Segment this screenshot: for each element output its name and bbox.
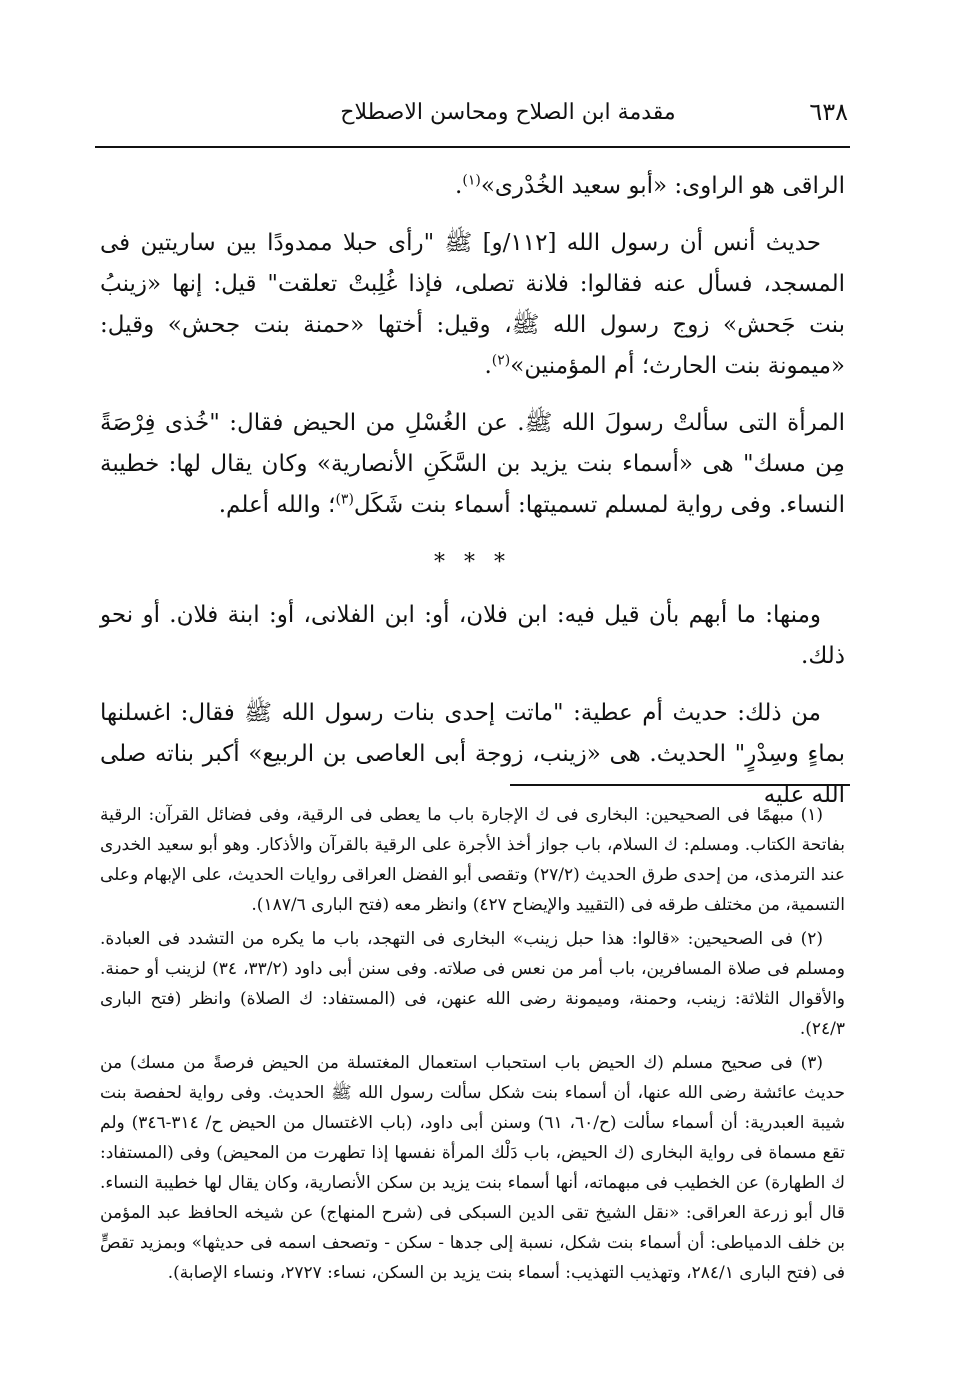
footnotes [100, 800, 845, 1292]
paragraph-raqi [100, 166, 845, 207]
footnote-3: (٣) فى صحيح مسلم (ك الحيض باب استحباب استعمال المغتسلة من الحيض فرصةً من مسك) من حديث عائشة رضى الله عنها، أن أسماء بنت شكل سألت رسول الله ﷺ الحديث. وفى رواية لحفصة بنت شيبة العبدرية: أن أسماء سألت (ح/٦٠، ٦١) وسنن أبى داود، (باب الاغتسال من الحيض ح/ ٣١٤-٣٤٦) ولم تقع مسماة فى رواية البخارى (ك الحيض، باب دَلْك المرأة نفسها إذا تطهرت من المحيض) وفى (المستفاد: ك الطهارة) عن الخطيب فى مبهماته، أنها أسماء بنت يزيد بن سكن الأنصارية، وكان يقال لها خطيبة النساء. قال أبو زرعة العراقى: «نقل الشيخ تقى الدين السبكى فى (شرح المنهاج) عن شيخه الحافظ عبد المؤمن بن خلف الدمياطى: أن أسماء بنت شكل، نسبة إلى جدها - سكن - وتصحف اسمه فى حديثها» وبمزيد تقصٍّ فى (فتح البارى ٢٨٤/١، وتهذيب التهذيب: أسماء بنت يزيد بن السكن، نساء: ٢٧٢٧، ونساء الإصابة). [100, 1053, 845, 1283]
paragraph-text: حديث أنس أن رسول الله [١١٢/و] ﷺ "رأى حبلا ممدودًا بين ساريتين فى المسجد، فسأل عنه فقالوا: فلانة تصلى، فإذا غُلِبتْ تعلقت" قيل: إنها «زينبُ بنت جَحش» زوج رسول الله ﷺ، وقيل: أختها «حمنة بنت جحش» وقيل: «ميمونة بنت الحارث؛ أم المؤمنين» [100, 230, 845, 379]
running-title: مقدمة ابن الصلاح ومحاسن الاصطلاح [340, 100, 676, 125]
page-header [95, 92, 848, 144]
paragraph-ibham-types: ومنها: ما أبهم بأن قيل فيه: ابن فلان، أو: ابن الفلانى، أو: ابنة فلان. أو نحو ذلك. [100, 602, 845, 669]
footnote-ref[interactable]: (٢) [491, 352, 511, 369]
page-number: ٦٣٨ [809, 98, 848, 126]
paragraph-tail: . [484, 353, 492, 379]
footnote-ref[interactable]: (٣) [335, 491, 354, 508]
footnote-1: (١) مبهمًا فى الصحيحين: البخارى فى ك الإجارة باب ما يعطى فى الرقية، وفى فضائل القرآن: الرقية بفاتحة الكتاب. ومسلم: ك السلام، باب جواز أخذ الأجرة على الرقية بالقرآن والأذكار. وهو أبو سعيد الخدرى عند الترمذى، من إحدى طرق الحديث (٢٧/٢) وتقصى أبو الفضل العراقى روايات الحديث، على الإبهام وعلى التسمية، من مختلف طرقه فى (التقييد والإيضاح ٤٢٧) وانظر معه (فتح البارى ١٨٧/٦). [100, 805, 845, 915]
footnote-2: (٢) فى الصحيحين: «قالوا: هذا حبل زينب» البخارى فى التهجد، باب ما يكره من التشدد فى العبادة. ومسلم فى صلاة المسافرين، باب أمر من نعس فى صلاته. وفى سنن أبى داود (٣٣/٢، ٣٤) لزينب أو حمنة. والأقوال الثلاثة: زينب، وحمنة، وميمونة رضى الله عنهن، فى (المستفاد: ك الصلاة) وانظر (فتح البارى ٢٤/٣). [100, 929, 846, 1039]
paragraph-umm-atiyya: من ذلك: حديث أم عطية: "ماتت إحدى بنات رسول الله ﷺ فقال: اغسلنها بماءٍ وسِدْرٍ" الحديث. هى «زينب، زوجة أبى العاصى بن الربيع» أكبر بناته صلى الله عليه [100, 700, 845, 808]
paragraph-tail: ؛ والله أعلم. [218, 492, 336, 518]
footnote-ref[interactable]: (١) [462, 172, 481, 189]
section-separator: * * * [434, 550, 511, 575]
paragraph-tail: . [455, 173, 463, 199]
paragraph-woman-question [100, 403, 845, 526]
header-divider [95, 146, 850, 148]
paragraph-text: الراقى هو الراوى: «أبو سعيد الخُدْرى» [480, 173, 845, 199]
footnote-divider [510, 784, 850, 786]
paragraph-anas-hadith [100, 223, 845, 387]
paragraph-text: المرأة التى سألتْ رسولَ الله ﷺ. عن الغُسْلِ من الحيض فقال: "خُذى فِرْصَةً مِن مسك" هى «أسماء بنت يزيد بن السَّكَنِ الأنصارية» وكان يقال لها: خطيبة النساء. وفى رواية لمسلم تسميتها: أسماء بنت شَكَل [100, 410, 845, 518]
main-text [100, 166, 845, 832]
